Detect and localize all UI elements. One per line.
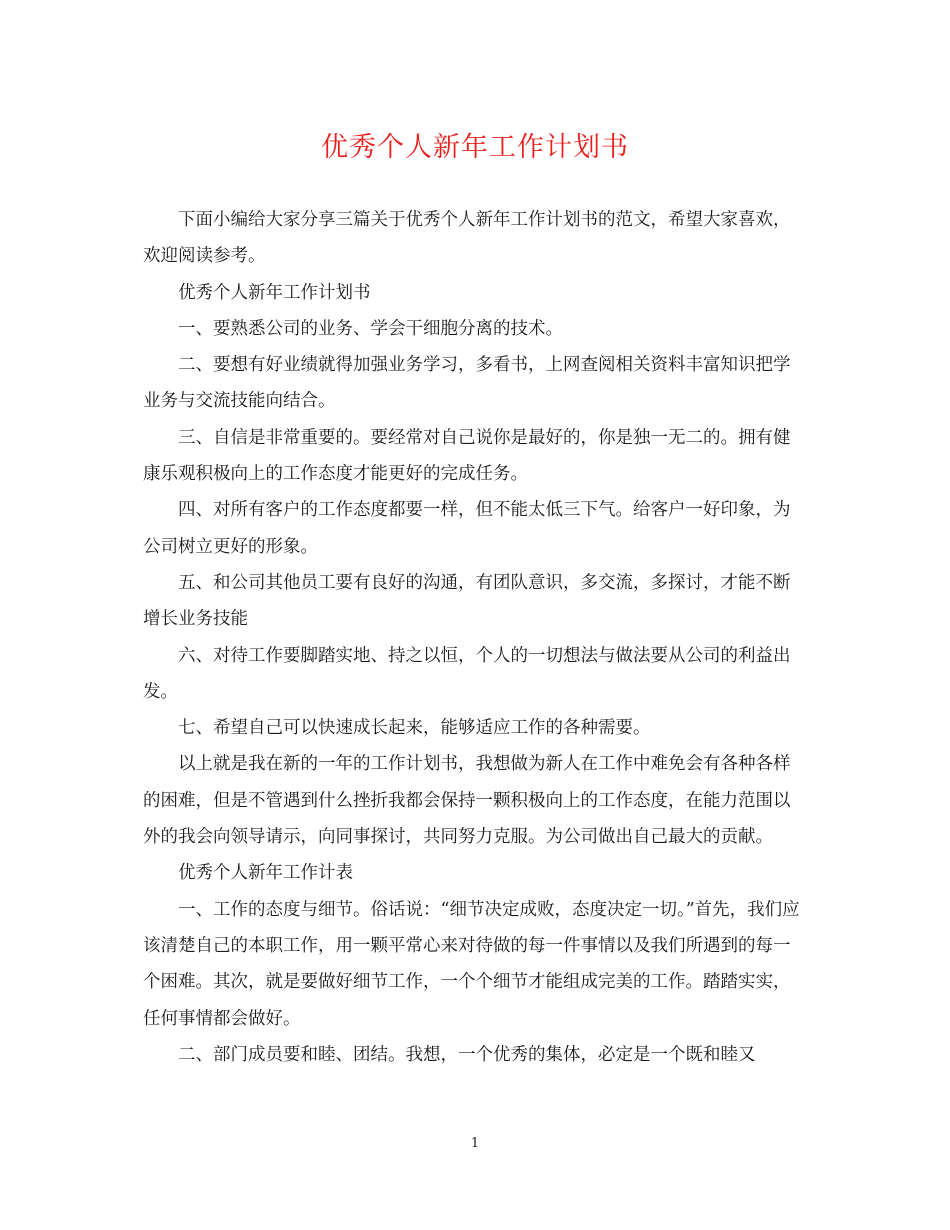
document-body bbox=[143, 202, 805, 1073]
paragraph-item: 七、希望自己可以快速成长起来，能够适应工作的各种需要。 bbox=[178, 718, 651, 739]
paragraph-item: 二、要想有好业绩就得加强业务学习，多看书，上网查阅相关资料丰富知识把学业务与交流技能向结合。 bbox=[143, 355, 791, 412]
paragraph-intro: 下面小编给大家分享三篇关于优秀个人新年工作计划书的范文，希望大家喜欢，欢迎阅读参考。 bbox=[143, 210, 791, 267]
section-heading-table: 优秀个人新年工作计表 bbox=[178, 863, 353, 884]
paragraph-item: 四、对所有客户的工作态度都要一样，但不能太低三下气。给客户一好印象，为公司树立更好的形象。 bbox=[143, 500, 791, 557]
paragraph-item: 五、和公司其他员工要有良好的沟通，有团队意识，多交流，多探讨，才能不断增长业务技能 bbox=[143, 572, 791, 630]
paragraph-item: 二、部门成员要和睦、团结。我想，一个优秀的集体，必定是一个既和睦又 bbox=[178, 1044, 756, 1065]
paragraph-item: 三、自信是非常重要的。要经常对自己说你是最好的，你是独一无二的。拥有健康乐观积极向上的工作态度才能更好的完成任务。 bbox=[143, 427, 791, 485]
page-number: 1 bbox=[470, 1136, 480, 1151]
paragraph-item: 一、工作的态度与细节。俗话说：“细节决定成败，态度决定一切。”首先，我们应该清楚自己的本职工作，用一颗平常心来对待做的每一件事情以及我们所遇到的每一个困难。其次，就是要做好细节工作，一个个细节才能组成完美的工作。踏踏实实，任何事情都会做好。 bbox=[143, 899, 800, 1029]
paragraph-conclusion: 以上就是我在新的一年的工作计划书，我想做为新人在工作中难免会有各种各样的困难，但是不管遇到什么挫折我都会保持一颗积极向上的工作态度，在能力范围以外的我会向领导请示，向同事探讨，共同努力克服。为公司做出自己最大的贡献。 bbox=[143, 754, 791, 848]
section-heading-plan: 优秀个人新年工作计划书 bbox=[178, 282, 371, 303]
paragraph-item: 六、对待工作要脚踏实地、持之以恒，个人的一切想法与做法要从公司的利益出发。 bbox=[143, 645, 791, 702]
paragraph-item: 一、要熟悉公司的业务、学会干细胞分离的技术。 bbox=[178, 318, 563, 339]
document-title: 优秀个人新年工作计划书 bbox=[321, 132, 629, 163]
